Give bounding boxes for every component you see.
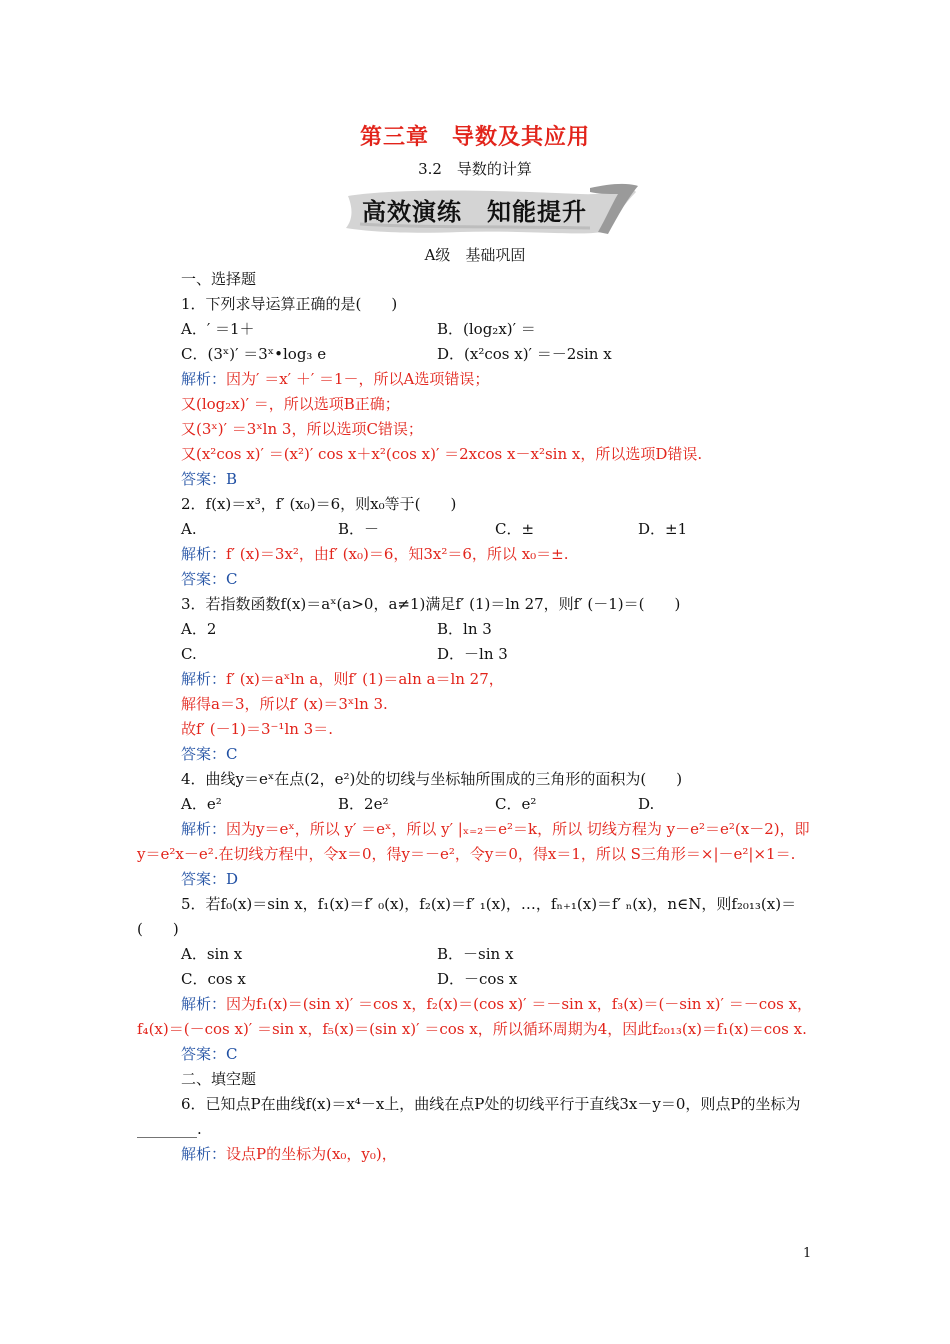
option-b: B．(log₂x)′ ＝ (437, 320, 536, 338)
banner (340, 182, 640, 240)
options-row (137, 317, 817, 342)
solution-label: 解析： (181, 1145, 227, 1163)
solution-line: 解得a＝3，所以f′ (x)＝3ˣln 3. (181, 695, 388, 713)
solution-line (137, 1142, 817, 1167)
question-line: 2．f(x)＝x³，f′ (x₀)＝6，则x₀等于( ) (181, 495, 457, 513)
answer-line: 答案：D (181, 870, 239, 888)
solution-label: 解析： (181, 670, 227, 688)
solution-text: 因为y＝eˣ，所以 y′ ＝eˣ，所以 y′ |ₓ₌₂＝e²＝k，所以 切线方程为 y－e²＝e²(x－2)，即y＝e²x－e².在切线方程中，令x＝0，得y＝－e²，令y＝0，得x＝1，所以 S三角形＝×|－e²|×1＝. (137, 820, 810, 863)
chapter-title: 第三章 导数及其应用 (359, 124, 590, 150)
options-row (137, 967, 817, 992)
option-a: A. (181, 520, 197, 538)
solution-paragraph (137, 817, 817, 867)
solution-line: 又(log₂x)′ ＝，所以选项B正确； (181, 395, 400, 413)
option-c: C．e² (495, 795, 537, 813)
question-line: 1．下列求导运算正确的是( ) (181, 295, 398, 313)
answer-line: 答案：C (181, 570, 238, 588)
option-a: A．′ ＝1＋ (181, 320, 255, 338)
banner-text: 高效演练 知能提升 (362, 198, 587, 226)
option-b: B．－sin x (437, 945, 514, 963)
solution-text: 因为f₁(x)＝(sin x)′ ＝cos x，f₂(x)＝(cos x)′ ＝－sin x，f₃(x)＝(－sin x)′ ＝－cos x，f₄(x)＝(－cos x)′ ＝sin x，f₅(x)＝(sin x)′ ＝cos x，所以循环周期为4，因此f₂₀₁₃(x)＝f₁(x)＝cos x. (137, 995, 813, 1038)
content-body (137, 267, 817, 1167)
option-b: B．－ (338, 520, 380, 538)
solution-line (137, 542, 817, 567)
solution-label: 解析： (181, 545, 227, 563)
answer-line: 答案：C (181, 1045, 238, 1063)
option-b: D．(x²cos x)′ ＝－2sin x (437, 345, 612, 363)
option-b: D．－cos x (437, 970, 518, 988)
section-heading: 一、选择题 (181, 270, 257, 288)
solution-label: 解析： (181, 820, 227, 838)
question-line: 3．若指数函数f(x)＝aˣ(a>0，a≠1)满足f′ (1)＝ln 27，则f′ (－1)＝( ) (181, 595, 681, 613)
answer-line: 答案：C (181, 745, 238, 763)
solution-line (137, 667, 817, 692)
solution-text: f′ (x)＝aˣln a，则f′ (1)＝aln a＝ln 27， (226, 670, 504, 688)
solution-label: 解析： (181, 995, 227, 1013)
option-a: A．2 (181, 620, 217, 638)
solution-paragraph (137, 992, 817, 1042)
option-a: C．cos x (181, 970, 246, 988)
solution-text: 设点P的坐标为(x₀，y₀)， (226, 1145, 397, 1163)
section-title: 3.2 导数的计算 (418, 160, 532, 178)
option-a: A．e² (181, 795, 222, 813)
section-heading: 二、填空题 (181, 1070, 257, 1088)
option-d: D. (638, 795, 655, 813)
option-a: C. (181, 645, 197, 663)
options-row (137, 617, 817, 642)
option-b: B．ln 3 (437, 620, 492, 638)
options-row (137, 942, 817, 967)
answer-line: 答案：B (181, 470, 238, 488)
solution-line (137, 367, 817, 392)
option-d: D．±1 (638, 520, 688, 538)
page-number: 1 (803, 1246, 812, 1261)
options-row (137, 342, 817, 367)
option-a: C．(3ˣ)′ ＝3ˣ•log₃ e (181, 345, 327, 363)
solution-line: 又(x²cos x)′ ＝(x²)′ cos x＋x²(cos x)′ ＝2xcos x－x²sin x，所以选项D错误. (181, 445, 703, 463)
option-c: C．± (495, 520, 535, 538)
solution-text: 因为′ ＝x′ ＋′ ＝1－，所以A选项错误； (226, 370, 490, 388)
options-row (137, 792, 817, 817)
solution-line: 又(3ˣ)′ ＝3ˣln 3，所以选项C错误； (181, 420, 423, 438)
solution-label: 解析： (181, 370, 227, 388)
options-row (137, 642, 817, 667)
options-row (137, 517, 817, 542)
option-b: B．2e² (338, 795, 389, 813)
option-a: A．sin x (181, 945, 243, 963)
solution-line: 故f′ (－1)＝3⁻¹ln 3＝. (181, 720, 333, 738)
question-line: 5．若f₀(x)＝sin x，f₁(x)＝f′ ₀(x)，f₂(x)＝f′ ₁(x)，…，fₙ₊₁(x)＝f′ ₙ(x)，n∈N，则f₂₀₁₃(x)＝( ) (137, 895, 797, 938)
question-line: 6．已知点P在曲线f(x)＝x⁴－x上，曲线在点P处的切线平行于直线3x－y＝0，则点P的坐标为________. (137, 1095, 801, 1138)
solution-text: f′ (x)＝3x²，由f′ (x₀)＝6，知3x²＝6，所以 x₀＝±. (226, 545, 569, 563)
level-title: A级 基础巩固 (424, 246, 526, 264)
question-line: 4．曲线y＝eˣ在点(2，e²)处的切线与坐标轴所围成的三角形的面积为( ) (181, 770, 683, 788)
option-b: D．－ln 3 (437, 645, 508, 663)
